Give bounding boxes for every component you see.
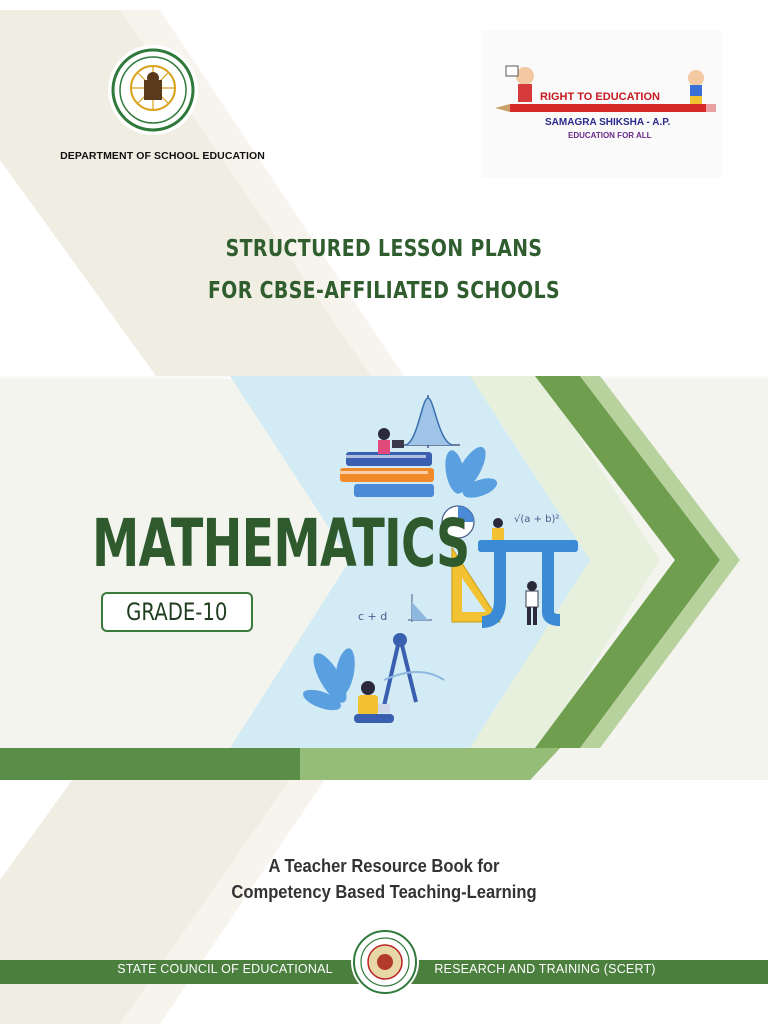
- formula-label: √(a + b)²: [514, 514, 560, 525]
- subject-title: MATHEMATICS: [92, 505, 470, 582]
- rte-title: RIGHT TO EDUCATION: [540, 91, 660, 103]
- scert-seal: [351, 928, 419, 996]
- grade-label: GRADE-10: [126, 598, 228, 626]
- resource-line-1: A Teacher Resource Book for: [268, 856, 500, 876]
- grade-badge: [101, 592, 253, 632]
- rte-subtitle: SAMAGRA SHIKSHA - A.P.: [545, 117, 671, 128]
- resource-line-2: Competency Based Teaching-Learning: [231, 882, 537, 902]
- title-line-2: FOR CBSE-AFFILIATED SCHOOLS: [208, 278, 560, 304]
- ap-government-emblem: [108, 45, 198, 135]
- expression-label: c + d: [358, 610, 388, 623]
- title-line-1: STRUCTURED LESSON PLANS: [225, 236, 543, 262]
- footer-left-text: STATE COUNCIL OF EDUCATIONAL: [117, 962, 333, 976]
- rte-tagline: EDUCATION FOR ALL: [568, 131, 652, 140]
- footer-right-text: RESEARCH AND TRAINING (SCERT): [434, 962, 656, 976]
- department-label: DEPARTMENT OF SCHOOL EDUCATION: [60, 150, 265, 162]
